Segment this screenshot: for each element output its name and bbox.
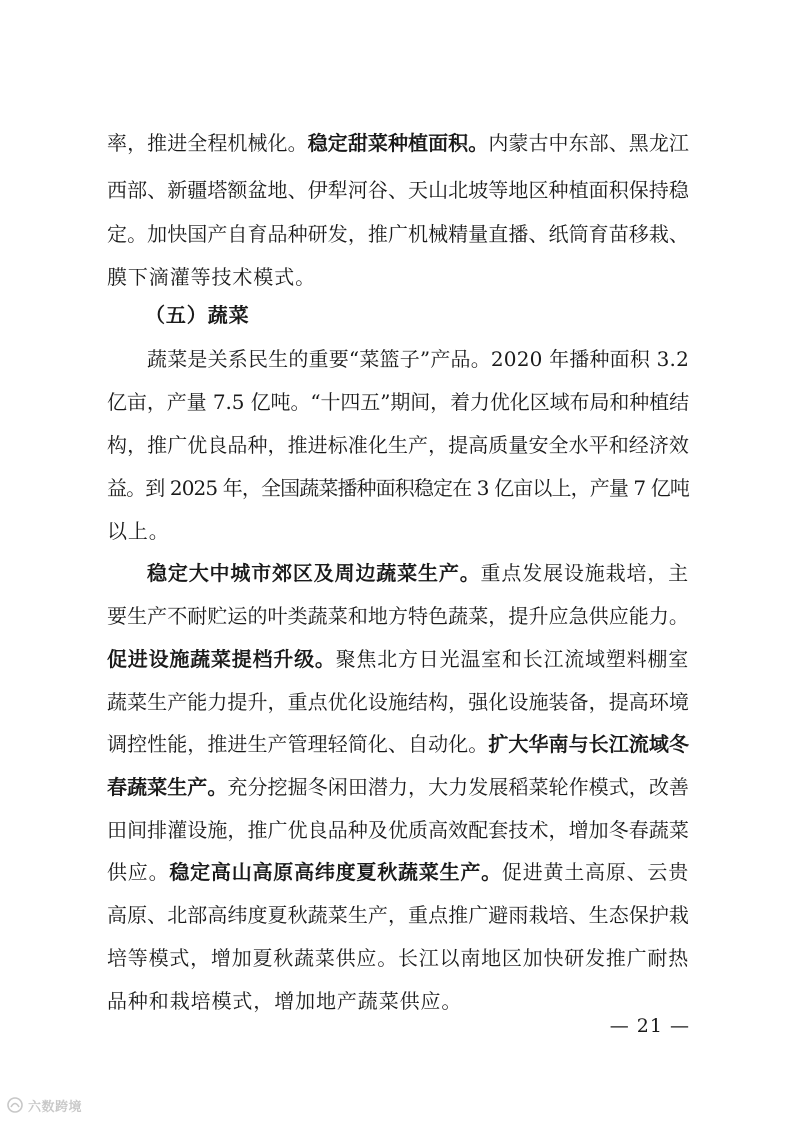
text-segment: 聚焦北方日光温室和长江流域塑料棚室: [335, 647, 689, 671]
text-line: [107, 599, 689, 633]
text-segment: 供应。: [107, 860, 170, 884]
page-number: — 21 —: [609, 1015, 690, 1037]
text-line: [107, 126, 689, 160]
text-segment: 率，推进全程机械化。: [107, 131, 308, 155]
text-segment: 调控性能，推进生产管理轻简化、自动化。: [107, 732, 489, 756]
bold-lead-phrase: 稳定甜菜种植面积。: [307, 131, 489, 155]
bold-lead-phrase: 稳定高山高原高纬度夏秋蔬菜生产。: [169, 860, 502, 884]
text-segment: 蔬菜生产能力提升，重点优化设施结构，强化设施装备，提高环境: [107, 690, 689, 714]
text-segment: 充分挖掘冬闲田潜力，大力发展稻菜轮作模式，改善: [227, 775, 690, 799]
text-line: [147, 342, 689, 376]
text-line: [147, 556, 689, 590]
bold-lead-phrase: 稳定大中城市郊区及周边蔬菜生产。: [147, 561, 481, 585]
watermark-text: 六数跨境: [28, 1099, 83, 1115]
text-segment: 内蒙古中东部、黑龙江: [488, 131, 689, 155]
text-segment: 高原、北部高纬度夏秋蔬菜生产，重点推广避雨栽培、生态保护栽: [107, 903, 689, 927]
text-line: [107, 898, 689, 932]
text-segment: 亿亩，产量 7.5 亿吨。“十四五”期间，着力优化区域布局和种植结: [107, 390, 689, 414]
text-line: [107, 727, 689, 761]
text-line: [107, 385, 689, 419]
text-line: [107, 173, 689, 207]
watermark: [6, 1094, 82, 1116]
text-segment: 要生产不耐贮运的叶类蔬菜和地方特色蔬菜，提升应急供应能力。: [107, 604, 689, 628]
text-segment: 田间排灌设施，推广优良品种及优质高效配套技术，增加冬春蔬菜: [107, 818, 689, 842]
text-line: [107, 514, 689, 548]
text-segment: 蔬菜是关系民生的重要“菜篮子”产品。2020 年播种面积 3.2: [147, 347, 689, 371]
text-line: [107, 770, 689, 804]
text-line: [107, 855, 689, 889]
text-segment: 培等模式，增加夏秋蔬菜供应。长江以南地区加快研发推广耐热: [107, 946, 689, 970]
text-segment: 构，推广优良品种，推进标准化生产，提高质量安全水平和经济效: [107, 433, 689, 457]
text-line: [107, 642, 689, 676]
text-line: [107, 685, 689, 719]
watermark-logo-icon: [6, 1096, 24, 1114]
text-line: [107, 217, 689, 251]
bold-lead-phrase: 扩大华南与长江流域冬: [488, 732, 689, 756]
text-line: [107, 428, 689, 462]
text-segment: 定。加快国产自育品种研发，推广机械精量直播、纸筒育苗移栽、: [107, 222, 689, 246]
text-line: [107, 941, 689, 975]
section-heading: （五）蔬菜: [145, 303, 250, 327]
text-segment: 重点发展设施栽培，主: [480, 561, 690, 585]
text-line: [107, 471, 689, 505]
text-line: [107, 260, 689, 294]
bold-lead-phrase: 春蔬菜生产。: [107, 775, 228, 799]
text-segment: 西部、新疆塔额盆地、伊犁河谷、天山北坡等地区种植面积保持稳: [107, 178, 689, 202]
text-line: [107, 813, 689, 847]
text-line: [145, 298, 689, 332]
bold-lead-phrase: 促进设施蔬菜提档升级。: [107, 647, 336, 671]
text-segment: 促进黄土高原、云贵: [501, 860, 689, 884]
text-segment: 益。到 2025 年，全国蔬菜播种面积稳定在 3 亿亩以上，产量 7 亿吨: [107, 476, 689, 500]
text-segment: 品种和栽培模式，增加地产蔬菜供应。: [107, 989, 463, 1013]
text-segment: 膜下滴灌等技术模式。: [107, 265, 316, 289]
text-line: [107, 984, 689, 1018]
text-segment: 以上。: [107, 519, 170, 543]
